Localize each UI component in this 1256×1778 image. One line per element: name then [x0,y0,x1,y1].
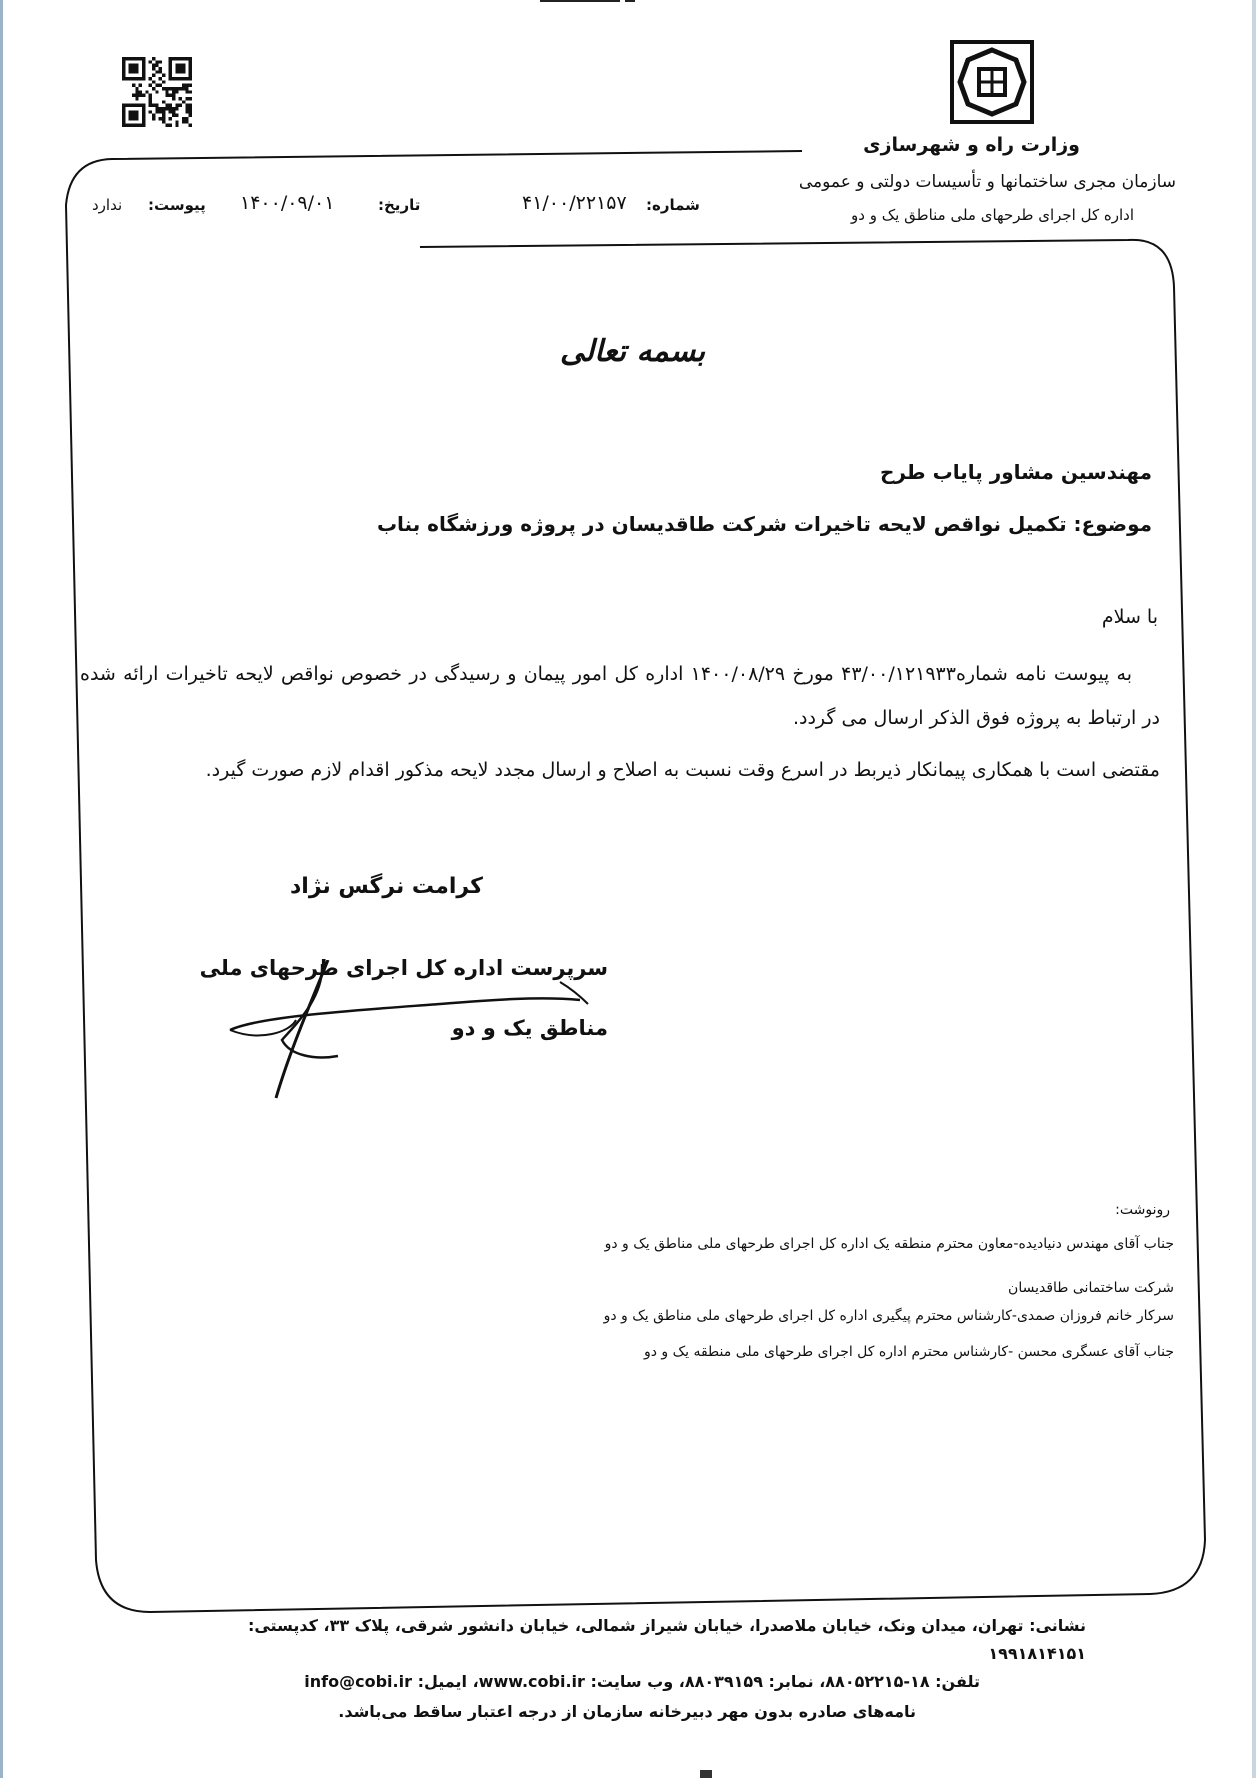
body-paragraph-2: مقتضی است با همکاری پیمانکار ذیربط در اسرع وقت نسبت به اصلاح و ارسال مجدد لایحه مذکور اقدام لازم صورت گیرد. [205,759,1160,781]
footer-email[interactable]: info@cobi.ir [304,1672,412,1691]
bismillah-heading: بسمه تعالی [560,334,706,369]
cc-item: سرکار خانم فروزان صمدی-کارشناس محترم پیگیری اداره کل اجرای طرحهای ملی مناطق یک و دو [603,1308,1174,1324]
body-paragraph-1: به پیوست نامه شماره۴۳/۰۰/۱۲۱۹۳۳ مورخ ۱۴۰۰/۰۸/۲۹ اداره کل امور پیمان و رسیدگی در خصوص نواقص لایحه تاخیرات ارائه شده در ارتباط به پروژه فوق الذکر ارسال می گردد. [80,663,1160,729]
cc-heading: رونوشت: [1115,1202,1170,1218]
footer-address: نشانی: تهران، میدان ونک، خیابان ملاصدرا، خیابان شیراز شمالی، خیابان دانشور شرقی، پلاک ۳۳، کدپستی: ۱۹۹۱۸۱۴۱۵۱ [247,1616,1086,1663]
ministry-logo [950,40,1034,124]
department-name: اداره کل اجرای طرحهای ملی مناطق یک و دو [851,206,1134,224]
ministry-name: وزارت راه و شهرسازی [863,134,1080,156]
signer-title: سرپرست اداره کل اجرای طرحهای ملی مناطق یک و دو [199,956,608,1040]
footer-note: نامه‌های صادره بدون مهر دبیرخانه سازمان از درجه اعتبار ساقط می‌باشد. [338,1702,916,1721]
recipient: مهندسین مشاور پایاب طرح [879,460,1152,484]
attachment-value: ندارد [92,196,123,214]
number-label: شماره: [646,196,700,214]
cc-item: شرکت ساختمانی طاقدیسان [1008,1280,1174,1296]
organization-name: سازمان مجری ساختمانها و تأسیسات دولتی و عمومی [798,172,1176,192]
footer-contact [304,1672,980,1691]
number-value: ۴۱/۰۰/۲۲۱۵۷ [522,192,627,214]
date-label: تاریخ: [378,196,421,214]
greeting: با سلام [1101,606,1158,628]
attachment-label: پیوست: [148,196,206,214]
cc-item: جناب آقای عسگری محسن -کارشناس محترم اداره کل اجرای طرحهای ملی منطقه یک و دو [643,1344,1174,1360]
qr-code [122,56,192,128]
subject-line: موضوع: تکمیل نواقص لایحه تاخیرات شرکت طاقدیسان در پروژه ورزشگاه بناب [376,512,1152,536]
signer-name: کرامت نرگس نژاد [290,874,483,899]
date-value: ۱۴۰۰/۰۹/۰۱ [240,192,335,214]
cc-item: جناب آقای مهندس دنیادیده-معاون محترم منطقه یک اداره کل اجرای طرحهای ملی مناطق یک و دو [604,1236,1174,1252]
footer-phone: تلفن: ۱۸-۸۸۰۵۲۲۱۵، نمابر: ۸۸۰۳۹۱۵۹، وب سایت: www.cobi.ir، ایمیل: [417,1672,980,1691]
